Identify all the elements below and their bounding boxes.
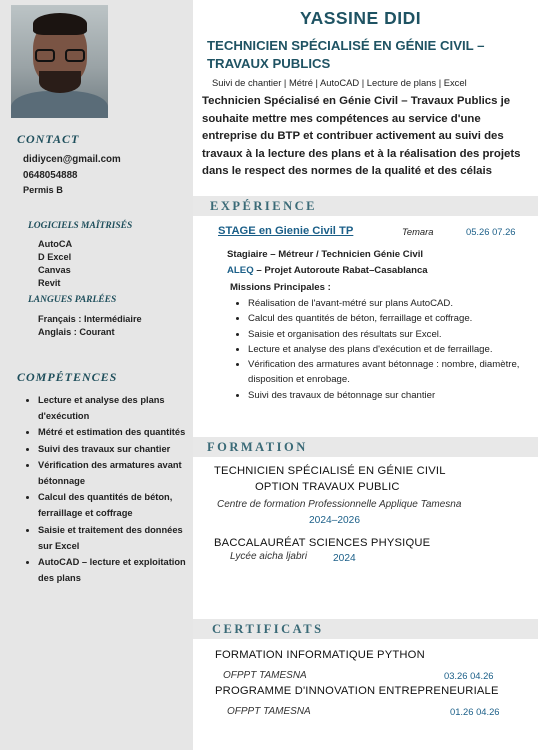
cert-org: OFPPT TAMESNA	[223, 670, 307, 681]
mission-item: • Réalisation de l'avant-métré sur plans AutoCAD.	[248, 296, 538, 311]
profile-summary: Technicien Spécialisé en Génie Civil – Travaux Publics je souhaite mettre mes compétences au service d'une entreprise du BTP et contribuer activement au suivi des travaux à la lecture des plans et à la réalisation des projets dans le respect des normes de la qualité et des célais	[202, 95, 521, 177]
contact-heading: CONTACT	[17, 132, 80, 146]
degree-years: 2024–2026	[309, 515, 360, 526]
language-item: Français : Intermédiaire	[38, 314, 142, 324]
cert-dates: 03.26 04.26	[444, 670, 494, 681]
degree-title-line2: OPTION TRAVAUX PUBLIC	[255, 481, 400, 493]
experience-title: STAGE en Gienie Civil TP	[218, 225, 354, 237]
bac-year: 2024	[333, 553, 356, 564]
job-title: TECHNICIEN SPÉCIALISÉ EN GÉNIE CIVIL – TRAVAUX PUBLICS	[207, 38, 485, 71]
contact-phone: 0648054888	[23, 170, 78, 181]
skills-heading: COMPÉTENCES	[17, 370, 118, 384]
keyword-tags: Suivi de chantier | Métré | AutoCAD | Lecture de plans | Excel	[212, 77, 467, 88]
certificats-heading: CERTIFICATS	[212, 622, 324, 636]
software-item: Canvas	[38, 265, 71, 275]
degree-school: Centre de formation Professionnelle Applique Tamesna	[217, 499, 462, 510]
languages-heading: LANGUES PARLÉES	[28, 295, 117, 305]
profile-photo	[11, 5, 108, 118]
language-item: Anglais : Courant	[38, 327, 115, 337]
cert-org: OFPPT TAMESNA	[227, 706, 311, 717]
candidate-name: YASSINE DIDI	[300, 8, 422, 28]
software-item: D Excel	[38, 252, 72, 262]
skill-item: • AutoCAD – lecture et exploitation des plans	[38, 554, 198, 586]
software-item: Revit	[38, 278, 61, 288]
software-item: AutoCA	[38, 239, 73, 249]
contact-permit: Permis B	[23, 185, 63, 195]
cert-dates: 01.26 04.26	[450, 706, 500, 717]
skill-item: • Métré et estimation des quantités	[38, 424, 198, 440]
skill-item: • Lecture et analyse des plans d'exécution	[38, 392, 198, 424]
contact-email: didiycen@gmail.com	[23, 154, 121, 165]
degree-title-line1: TECHNICIEN SPÉCIALISÉ EN GÉNIE CIVIL	[214, 465, 446, 477]
skill-item: • Saisie et traitement des données sur Excel	[38, 522, 198, 554]
experience-location: Temara	[402, 226, 434, 237]
mission-item: • Lecture et analyse des plans d'exécution et de ferraillage.	[248, 342, 538, 357]
skills-list	[26, 392, 198, 586]
project-name: – Projet Autoroute Rabat–Casablanca	[253, 265, 428, 276]
experience-project	[227, 265, 428, 276]
mission-item: • Vérification des armatures avant bétonnage : nombre, diamètre, disposition et enrobage.	[248, 357, 538, 388]
skill-item: • Calcul des quantités de béton, ferraillage et coffrage	[38, 489, 198, 521]
missions-list	[236, 296, 538, 403]
mission-item: • Calcul des quantités de béton, ferraillage et coffrage.	[248, 311, 538, 326]
cert-title: FORMATION INFORMATIQUE PYTHON	[215, 649, 425, 661]
bac-title: BACCALAURÉAT SCIENCES PHYSIQUE	[214, 537, 431, 549]
bac-school: Lycée aicha ljabri	[230, 551, 308, 562]
experience-role: Stagiaire – Métreur / Technicien Génie Civil	[227, 249, 424, 260]
company-name: ALEQ	[227, 265, 254, 276]
skill-item: • Suivi des travaux sur chantier	[38, 441, 198, 457]
experience-dates: 05.26 07.26	[466, 226, 516, 237]
mission-item: • Saisie et organisation des résultats sur Excel.	[248, 327, 538, 342]
skill-item: • Vérification des armatures avant bétonnage	[38, 457, 198, 489]
software-heading: LOGICIELS MAÎTRISÉS	[28, 221, 133, 231]
formation-heading: FORMATION	[207, 440, 308, 454]
mission-item: • Suivi des travaux de bétonnage sur chantier	[248, 388, 538, 403]
missions-label: Missions Principales :	[230, 282, 331, 293]
cert-title: PROGRAMME D'INNOVATION ENTREPRENEURIALE	[215, 685, 499, 697]
experience-heading: EXPÉRIENCE	[210, 199, 317, 213]
